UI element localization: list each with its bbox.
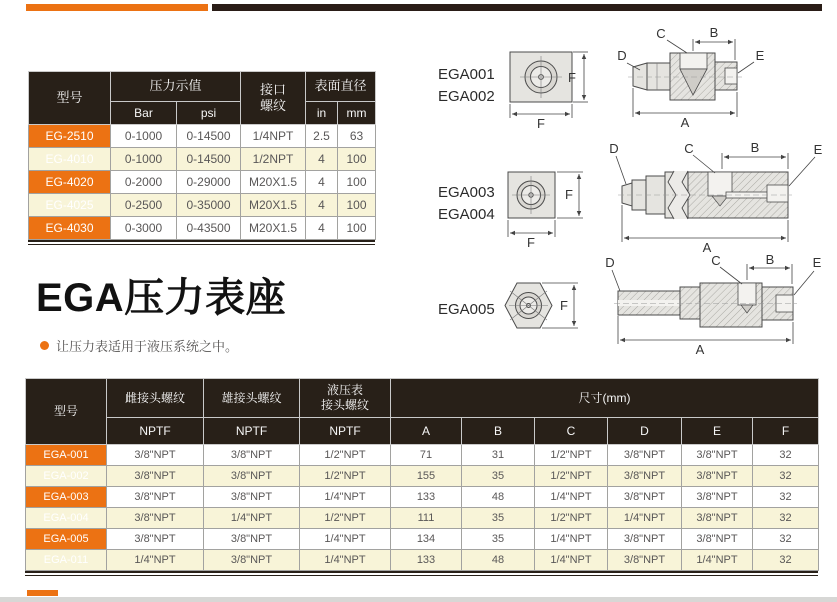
feature-bullet (40, 336, 238, 355)
male-cell: 3/8"NPT (204, 487, 300, 508)
model-cell: EG-4020 (29, 171, 111, 194)
header-d: D (608, 418, 682, 445)
table-row (26, 550, 819, 571)
diagram-ega003-ega004 (430, 140, 830, 255)
gauge-cell: 1/2"NPT (300, 445, 391, 466)
header-mm: mm (338, 102, 376, 125)
dim-label-c: C (656, 26, 666, 41)
f-cell: 32 (753, 466, 819, 487)
diagram-model-label: EGA002 (438, 88, 495, 105)
table-row (26, 487, 819, 508)
in-cell: 4 (306, 171, 338, 194)
header-b: B (462, 418, 535, 445)
e-cell: 3/8"NPT (682, 529, 753, 550)
side-view (609, 140, 822, 255)
male-cell: 3/8"NPT (204, 529, 300, 550)
a-cell: 71 (391, 445, 462, 466)
c-cell: 1/2"NPT (535, 466, 608, 487)
header-thread (241, 72, 306, 125)
female-cell: 3/8"NPT (107, 466, 204, 487)
diagram-model-label: EGA004 (438, 206, 495, 223)
pressure-spec-table-wrap (28, 71, 375, 245)
female-cell: 3/8"NPT (107, 529, 204, 550)
gauge-cell: 1/2"NPT (300, 466, 391, 487)
front-view (508, 172, 583, 250)
d-cell: 3/8"NPT (608, 550, 682, 571)
b-cell: 35 (462, 466, 535, 487)
female-cell: 1/4"NPT (107, 550, 204, 571)
psi-cell: 0-14500 (177, 148, 241, 171)
b-cell: 31 (462, 445, 535, 466)
diagram-model-label: EGA005 (438, 301, 495, 318)
table-bottom-rule (25, 571, 818, 576)
footer-gray-bar (0, 597, 837, 602)
table-subheader-row (26, 418, 819, 445)
a-cell: 133 (391, 487, 462, 508)
mm-cell: 100 (338, 217, 376, 240)
bar-cell: 0-2000 (111, 171, 177, 194)
male-cell: 3/8"NPT (204, 550, 300, 571)
b-cell: 48 (462, 487, 535, 508)
dim-label-e: E (812, 255, 822, 270)
gauge-cell: 1/4"NPT (300, 529, 391, 550)
dim-label-b: B (709, 25, 719, 40)
c-cell: 1/2"NPT (535, 445, 608, 466)
diagram-ega001-ega002 (430, 25, 830, 130)
dim-label-f: F (568, 70, 576, 85)
thread-cell: 1/4NPT (241, 125, 306, 148)
header-gauge-line2: 接头螺纹 (320, 398, 369, 412)
header-nptf: NPTF (300, 418, 391, 445)
model-cell: EG-4030 (29, 217, 111, 240)
thread-cell: 1/2NPT (241, 148, 306, 171)
footer-orange-chip (27, 590, 58, 596)
b-cell: 35 (462, 529, 535, 550)
header-in: in (306, 102, 338, 125)
a-cell: 134 (391, 529, 462, 550)
header-thread-line2: 螺纹 (260, 98, 287, 113)
mm-cell: 63 (338, 125, 376, 148)
dim-label-e: E (755, 48, 765, 63)
diagram-model-label: EGA001 (438, 66, 495, 83)
dim-label-f: F (527, 235, 535, 250)
mm-cell: 100 (338, 171, 376, 194)
header-e: E (682, 418, 753, 445)
dim-label-a: A (680, 115, 690, 130)
e-cell: 3/8"NPT (682, 508, 753, 529)
c-cell: 1/4"NPT (535, 550, 608, 571)
dim-label-d: D (617, 48, 627, 63)
e-cell: 3/8"NPT (682, 466, 753, 487)
psi-cell: 0-35000 (177, 194, 241, 217)
dim-label-b: B (750, 140, 760, 155)
dim-label-b: B (765, 252, 775, 267)
c-cell: 1/2"NPT (535, 508, 608, 529)
psi-cell: 0-43500 (177, 217, 241, 240)
dim-label-c: C (711, 253, 721, 268)
dim-label-c: C (684, 141, 694, 156)
a-cell: 111 (391, 508, 462, 529)
header-male-thread: 雄接头螺纹 (204, 379, 300, 418)
table-header-row (26, 379, 819, 418)
e-cell: 3/8"NPT (682, 487, 753, 508)
thread-cell: M20X1.5 (241, 194, 306, 217)
pressure-spec-table (28, 71, 376, 240)
b-cell: 35 (462, 508, 535, 529)
header-bar: Bar (111, 102, 177, 125)
side-view (617, 25, 764, 130)
f-cell: 32 (753, 487, 819, 508)
e-cell: 3/8"NPT (682, 445, 753, 466)
table-row (29, 125, 376, 148)
front-view (505, 283, 578, 328)
bar-cell: 0-1000 (111, 148, 177, 171)
header-gauge-thread (300, 379, 391, 418)
bar-cell: 0-2500 (111, 194, 177, 217)
thread-cell: M20X1.5 (241, 217, 306, 240)
dim-label-d: D (609, 141, 619, 156)
diagram-ega005 (430, 252, 830, 362)
thread-cell: M20X1.5 (241, 171, 306, 194)
c-cell: 1/4"NPT (535, 529, 608, 550)
psi-cell: 0-29000 (177, 171, 241, 194)
d-cell: 3/8"NPT (608, 466, 682, 487)
table-bottom-rule (28, 240, 375, 245)
table-row (26, 529, 819, 550)
dim-label-a: A (695, 342, 705, 357)
f-cell: 32 (753, 550, 819, 571)
d-cell: 3/8"NPT (608, 487, 682, 508)
page-title: EGA压力表座 (36, 276, 287, 320)
in-cell: 4 (306, 217, 338, 240)
bullet-dot-icon (40, 341, 49, 350)
header-f: F (753, 418, 819, 445)
psi-cell: 0-14500 (177, 125, 241, 148)
mm-cell: 100 (338, 194, 376, 217)
in-cell: 2.5 (306, 125, 338, 148)
side-view (605, 252, 821, 357)
e-cell: 1/4"NPT (682, 550, 753, 571)
model-cell: EG-2510 (29, 125, 111, 148)
model-cell: EGA-002 (26, 466, 107, 487)
gauge-cell: 1/2"NPT (300, 508, 391, 529)
model-cell: EGA-001 (26, 445, 107, 466)
male-cell: 3/8"NPT (204, 466, 300, 487)
header-gauge-line1: 液压表 (326, 383, 363, 397)
dim-label-f: F (537, 116, 545, 130)
header-a: A (391, 418, 462, 445)
header-c: C (535, 418, 608, 445)
dim-label-e: E (813, 142, 823, 157)
model-cell: EGA-011 (26, 550, 107, 571)
header-nptf: NPTF (204, 418, 300, 445)
gauge-cell: 1/4"NPT (300, 487, 391, 508)
dimension-table-wrap (25, 378, 818, 576)
in-cell: 4 (306, 194, 338, 217)
header-nptf: NPTF (107, 418, 204, 445)
dim-label-a: A (702, 240, 712, 255)
table-row (26, 445, 819, 466)
table-row (29, 217, 376, 240)
model-cell: EG-4010 (29, 148, 111, 171)
header-psi: psi (177, 102, 241, 125)
bar-cell: 0-1000 (111, 125, 177, 148)
diagram-model-label: EGA003 (438, 184, 495, 201)
header-size-mm: 尺寸(mm) (391, 379, 819, 418)
dimension-table (25, 378, 819, 571)
table-row (26, 508, 819, 529)
f-cell: 32 (753, 508, 819, 529)
top-bar-dark (212, 4, 822, 11)
female-cell: 3/8"NPT (107, 508, 204, 529)
feature-bullet-text: 让压力表适用于液压系统之中。 (56, 339, 239, 354)
header-female-thread: 雌接头螺纹 (107, 379, 204, 418)
f-cell: 32 (753, 445, 819, 466)
model-cell: EGA-003 (26, 487, 107, 508)
bar-cell: 0-3000 (111, 217, 177, 240)
header-pressure: 压力示值 (111, 72, 241, 102)
dim-label-f: F (565, 187, 573, 202)
table-row (26, 466, 819, 487)
header-model: 型号 (29, 72, 111, 125)
d-cell: 1/4"NPT (608, 508, 682, 529)
table-row (29, 194, 376, 217)
female-cell: 3/8"NPT (107, 487, 204, 508)
model-cell: EG-4025 (29, 194, 111, 217)
d-cell: 3/8"NPT (608, 445, 682, 466)
dim-label-f: F (560, 298, 568, 313)
table-header-row (29, 72, 376, 102)
model-cell: EGA-005 (26, 529, 107, 550)
mm-cell: 100 (338, 148, 376, 171)
top-bar-orange (26, 4, 208, 11)
model-cell: EGA-004 (26, 508, 107, 529)
c-cell: 1/4"NPT (535, 487, 608, 508)
in-cell: 4 (306, 148, 338, 171)
dim-label-d: D (605, 255, 615, 270)
header-model: 型号 (26, 379, 107, 445)
gauge-cell: 1/4"NPT (300, 550, 391, 571)
a-cell: 133 (391, 550, 462, 571)
d-cell: 3/8"NPT (608, 529, 682, 550)
b-cell: 48 (462, 550, 535, 571)
header-thread-line1: 接口 (260, 81, 287, 97)
front-view (510, 52, 588, 130)
a-cell: 155 (391, 466, 462, 487)
table-row (29, 171, 376, 194)
male-cell: 1/4"NPT (204, 508, 300, 529)
header-surface-diameter: 表面直径 (306, 72, 376, 102)
male-cell: 3/8"NPT (204, 445, 300, 466)
female-cell: 3/8"NPT (107, 445, 204, 466)
table-row (29, 148, 376, 171)
f-cell: 32 (753, 529, 819, 550)
